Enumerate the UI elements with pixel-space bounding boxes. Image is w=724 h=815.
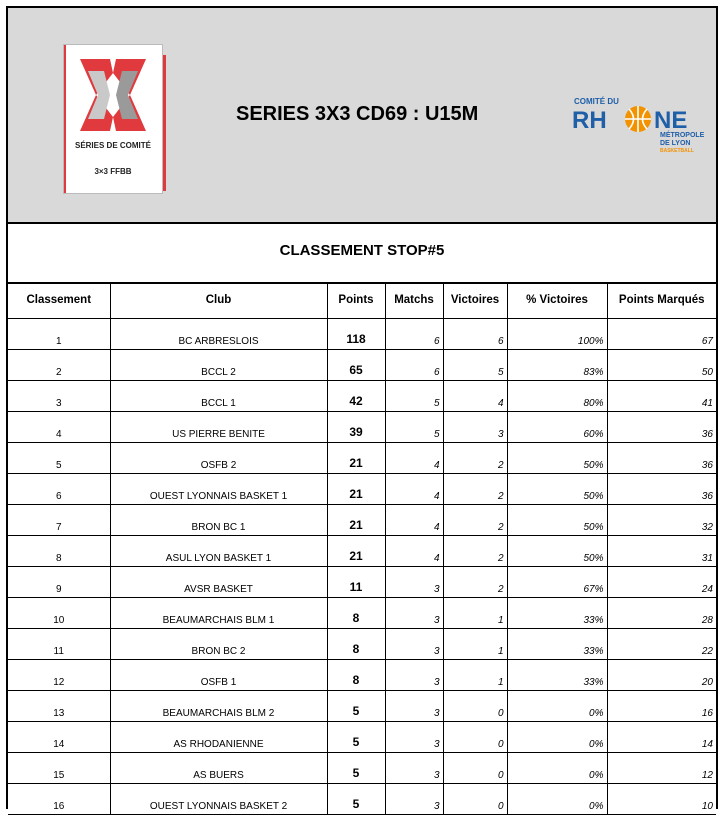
club-cell xyxy=(110,412,327,443)
logo-sub2: DE LYON xyxy=(660,140,691,147)
victoires-cell xyxy=(443,567,507,598)
col-points-marques: Points Marqués xyxy=(607,282,716,319)
club-cell-text: BRON BC 2 xyxy=(191,646,246,657)
points-cell-text: 21 xyxy=(349,518,363,532)
rank-cell xyxy=(8,474,110,505)
matchs-cell-text: 3 xyxy=(433,677,440,688)
pct-victoires-cell-text: 83% xyxy=(583,367,604,378)
victoires-cell xyxy=(443,381,507,412)
table-row xyxy=(8,567,716,598)
points-marques-cell-text: 36 xyxy=(701,429,713,440)
matchs-cell xyxy=(385,691,443,722)
victoires-cell-text: 2 xyxy=(497,491,504,502)
pct-victoires-cell-text: 60% xyxy=(583,429,604,440)
points-marques-cell xyxy=(607,753,716,784)
club-cell xyxy=(110,350,327,381)
series-logo-line1: SÉRIES DE COMITÉ xyxy=(74,141,151,150)
standings-sheet xyxy=(6,6,718,812)
matchs-cell xyxy=(385,536,443,567)
club-cell xyxy=(110,319,327,350)
logo-main-left: RH xyxy=(572,107,607,134)
victoires-cell-text: 1 xyxy=(497,615,504,626)
table-row xyxy=(8,319,716,350)
pct-victoires-cell-text: 33% xyxy=(583,615,604,626)
club-cell-text: AS BUERS xyxy=(193,770,244,781)
pct-victoires-cell-text: 67% xyxy=(583,584,604,595)
points-marques-cell xyxy=(607,319,716,350)
victoires-cell-text: 1 xyxy=(497,646,504,657)
table-row xyxy=(8,753,716,784)
pct-victoires-cell-text: 0% xyxy=(589,739,604,750)
victoires-cell xyxy=(443,350,507,381)
pct-victoires-cell xyxy=(507,691,607,722)
victoires-cell-text: 2 xyxy=(497,460,504,471)
pct-victoires-cell xyxy=(507,598,607,629)
table-header-row xyxy=(8,282,716,319)
rank-cell xyxy=(8,691,110,722)
matchs-cell-text: 4 xyxy=(433,460,440,471)
matchs-cell xyxy=(385,474,443,505)
club-cell-text: ASUL LYON BASKET 1 xyxy=(165,553,272,564)
matchs-cell-text: 4 xyxy=(433,522,440,533)
victoires-cell-text: 0 xyxy=(497,708,504,719)
club-cell-text: BCCL 2 xyxy=(201,367,236,378)
rank-cell xyxy=(8,629,110,660)
matchs-cell xyxy=(385,660,443,691)
matchs-cell xyxy=(385,443,443,474)
club-cell xyxy=(110,784,327,815)
matchs-cell xyxy=(385,381,443,412)
victoires-cell xyxy=(443,536,507,567)
pct-victoires-cell-text: 100% xyxy=(577,336,604,347)
points-marques-cell-text: 50 xyxy=(701,367,713,378)
table-row xyxy=(8,505,716,536)
matchs-cell xyxy=(385,319,443,350)
matchs-cell xyxy=(385,350,443,381)
points-cell xyxy=(327,536,385,567)
points-marques-cell-text: 12 xyxy=(701,770,713,781)
points-cell xyxy=(327,753,385,784)
points-cell-text: 8 xyxy=(352,673,360,687)
pct-victoires-cell-text: 0% xyxy=(589,801,604,812)
club-cell-text: BEAUMARCHAIS BLM 1 xyxy=(162,615,275,626)
rank-cell xyxy=(8,381,110,412)
pct-victoires-cell xyxy=(507,319,607,350)
points-marques-cell-text: 41 xyxy=(701,398,713,409)
points-cell-text: 21 xyxy=(349,487,363,501)
page-title: SERIES 3X3 CD69 : U15M xyxy=(236,103,479,125)
3x3-logo-icon xyxy=(74,53,152,137)
rank-cell-text: 10 xyxy=(53,615,65,626)
standings-table xyxy=(8,282,716,815)
rank-cell-text: 6 xyxy=(55,491,62,502)
club-cell-text: US PIERRE BENITE xyxy=(172,429,265,440)
rank-cell-text: 16 xyxy=(53,801,65,812)
col-points: Points xyxy=(327,282,385,319)
points-marques-cell xyxy=(607,474,716,505)
table-row xyxy=(8,443,716,474)
victoires-cell xyxy=(443,505,507,536)
points-marques-cell-text: 28 xyxy=(701,615,713,626)
matchs-cell xyxy=(385,722,443,753)
rank-cell xyxy=(8,567,110,598)
points-cell-text: 5 xyxy=(352,797,360,811)
points-cell-text: 11 xyxy=(349,580,363,594)
comite-rhone-logo xyxy=(566,90,706,156)
points-cell-text: 5 xyxy=(352,704,360,718)
victoires-cell xyxy=(443,443,507,474)
table-row xyxy=(8,784,716,815)
matchs-cell-text: 3 xyxy=(433,646,440,657)
logo-edge xyxy=(163,55,166,191)
matchs-cell-text: 4 xyxy=(433,553,440,564)
col-classement: Classement xyxy=(8,282,110,319)
victoires-cell xyxy=(443,412,507,443)
rank-cell xyxy=(8,784,110,815)
pct-victoires-cell xyxy=(507,381,607,412)
points-cell-text: 8 xyxy=(352,642,360,656)
club-cell xyxy=(110,722,327,753)
points-marques-cell-text: 22 xyxy=(701,646,713,657)
points-marques-cell xyxy=(607,505,716,536)
victoires-cell-text: 0 xyxy=(497,739,504,750)
table-row xyxy=(8,691,716,722)
club-cell xyxy=(110,381,327,412)
table-row xyxy=(8,381,716,412)
matchs-cell-text: 3 xyxy=(433,739,440,750)
pct-victoires-cell-text: 33% xyxy=(583,677,604,688)
victoires-cell xyxy=(443,722,507,753)
matchs-cell-text: 4 xyxy=(433,491,440,502)
col-victoires: Victoires xyxy=(443,282,507,319)
col-club: Club xyxy=(110,282,327,319)
points-cell xyxy=(327,505,385,536)
table-row xyxy=(8,412,716,443)
points-marques-cell xyxy=(607,660,716,691)
table-row xyxy=(8,536,716,567)
points-cell-text: 5 xyxy=(352,735,360,749)
points-cell-text: 118 xyxy=(346,332,366,346)
rank-cell-text: 3 xyxy=(55,398,62,409)
points-cell xyxy=(327,691,385,722)
points-marques-cell xyxy=(607,381,716,412)
rank-cell-text: 11 xyxy=(53,646,64,657)
points-marques-cell-text: 36 xyxy=(701,460,713,471)
matchs-cell xyxy=(385,629,443,660)
points-cell-text: 39 xyxy=(349,425,363,439)
logo-main-right: NE xyxy=(654,107,688,134)
points-marques-cell-text: 16 xyxy=(701,708,713,719)
club-cell xyxy=(110,598,327,629)
club-cell xyxy=(110,474,327,505)
points-cell-text: 42 xyxy=(349,394,363,408)
victoires-cell xyxy=(443,784,507,815)
col-pct-victoires: % Victoires xyxy=(507,282,607,319)
points-marques-cell-text: 36 xyxy=(701,491,713,502)
rank-cell-text: 1 xyxy=(55,336,62,347)
victoires-cell xyxy=(443,753,507,784)
logo-sub3: BASKETBALL xyxy=(660,148,694,154)
victoires-cell-text: 2 xyxy=(497,553,504,564)
rank-cell-text: 8 xyxy=(55,553,62,564)
club-cell-text: AVSR BASKET xyxy=(184,584,253,595)
points-marques-cell xyxy=(607,567,716,598)
matchs-cell xyxy=(385,598,443,629)
victoires-cell xyxy=(443,319,507,350)
points-cell xyxy=(327,660,385,691)
points-marques-cell xyxy=(607,443,716,474)
victoires-cell-text: 2 xyxy=(497,522,504,533)
matchs-cell xyxy=(385,412,443,443)
matchs-cell-text: 5 xyxy=(433,429,440,440)
pct-victoires-cell xyxy=(507,443,607,474)
points-marques-cell xyxy=(607,598,716,629)
club-cell xyxy=(110,567,327,598)
matchs-cell xyxy=(385,567,443,598)
points-cell xyxy=(327,567,385,598)
matchs-cell-text: 3 xyxy=(433,801,440,812)
points-marques-cell-text: 67 xyxy=(701,336,713,347)
victoires-cell xyxy=(443,660,507,691)
points-cell xyxy=(327,350,385,381)
pct-victoires-cell xyxy=(507,505,607,536)
points-marques-cell-text: 32 xyxy=(701,522,713,533)
victoires-cell-text: 6 xyxy=(497,336,504,347)
pct-victoires-cell-text: 0% xyxy=(589,770,604,781)
pct-victoires-cell xyxy=(507,660,607,691)
club-cell-text: AS RHODANIENNE xyxy=(173,739,264,750)
table-row xyxy=(8,474,716,505)
matchs-cell xyxy=(385,505,443,536)
pct-victoires-cell xyxy=(507,784,607,815)
rank-cell xyxy=(8,350,110,381)
victoires-cell-text: 5 xyxy=(497,367,504,378)
victoires-cell xyxy=(443,474,507,505)
victoires-cell-text: 0 xyxy=(497,801,504,812)
points-marques-cell xyxy=(607,412,716,443)
points-marques-cell xyxy=(607,722,716,753)
points-cell-text: 65 xyxy=(349,363,363,377)
club-cell xyxy=(110,536,327,567)
matchs-cell-text: 3 xyxy=(433,770,440,781)
club-cell-text: BC ARBRESLOIS xyxy=(178,336,259,347)
rank-cell-text: 5 xyxy=(55,460,62,471)
rank-cell-text: 13 xyxy=(53,708,65,719)
pct-victoires-cell-text: 50% xyxy=(583,553,604,564)
victoires-cell-text: 1 xyxy=(497,677,504,688)
club-cell-text: OSFB 2 xyxy=(200,460,237,471)
points-cell-text: 21 xyxy=(349,456,363,470)
logo-sub1: MÉTROPOLE xyxy=(660,132,705,139)
matchs-cell-text: 3 xyxy=(433,584,440,595)
pct-victoires-cell-text: 50% xyxy=(583,460,604,471)
matchs-cell-text: 3 xyxy=(433,615,440,626)
rank-cell-text: 2 xyxy=(55,367,62,378)
standings-title: CLASSEMENT STOP#5 xyxy=(279,242,445,259)
pct-victoires-cell-text: 80% xyxy=(583,398,604,409)
series-logo xyxy=(63,44,163,194)
table-row xyxy=(8,629,716,660)
club-cell-text: OSFB 1 xyxy=(200,677,237,688)
rank-cell xyxy=(8,505,110,536)
pct-victoires-cell xyxy=(507,536,607,567)
pct-victoires-cell xyxy=(507,474,607,505)
rank-cell xyxy=(8,722,110,753)
header xyxy=(8,8,716,224)
victoires-cell-text: 3 xyxy=(497,429,504,440)
points-marques-cell-text: 31 xyxy=(701,553,713,564)
rank-cell-text: 12 xyxy=(53,677,65,688)
points-marques-cell-text: 24 xyxy=(701,584,713,595)
matchs-cell-text: 6 xyxy=(433,336,440,347)
victoires-cell-text: 2 xyxy=(497,584,504,595)
rank-cell xyxy=(8,598,110,629)
points-cell xyxy=(327,722,385,753)
points-cell xyxy=(327,319,385,350)
club-cell-text: BCCL 1 xyxy=(201,398,236,409)
matchs-cell-text: 6 xyxy=(433,367,440,378)
pct-victoires-cell xyxy=(507,722,607,753)
victoires-cell xyxy=(443,629,507,660)
points-cell xyxy=(327,443,385,474)
club-cell xyxy=(110,629,327,660)
points-cell xyxy=(327,629,385,660)
rank-cell xyxy=(8,319,110,350)
pct-victoires-cell xyxy=(507,567,607,598)
series-logo-line2: 3×3 FFBB xyxy=(94,167,132,176)
points-marques-cell xyxy=(607,784,716,815)
victoires-cell-text: 4 xyxy=(497,398,504,409)
pct-victoires-cell xyxy=(507,412,607,443)
pct-victoires-cell xyxy=(507,629,607,660)
rank-cell xyxy=(8,753,110,784)
points-marques-cell xyxy=(607,350,716,381)
points-cell xyxy=(327,784,385,815)
points-marques-cell-text: 10 xyxy=(701,801,713,812)
rank-cell-text: 7 xyxy=(55,522,62,533)
matchs-cell xyxy=(385,753,443,784)
club-cell xyxy=(110,505,327,536)
matchs-cell xyxy=(385,784,443,815)
points-marques-cell xyxy=(607,536,716,567)
table-row xyxy=(8,350,716,381)
subtitle-row xyxy=(8,224,716,284)
rank-cell-text: 14 xyxy=(53,739,65,750)
victoires-cell xyxy=(443,691,507,722)
points-cell-text: 5 xyxy=(352,766,360,780)
points-cell xyxy=(327,598,385,629)
points-marques-cell xyxy=(607,629,716,660)
matchs-cell-text: 3 xyxy=(433,708,440,719)
club-cell xyxy=(110,691,327,722)
pct-victoires-cell-text: 50% xyxy=(583,491,604,502)
victoires-cell xyxy=(443,598,507,629)
points-cell xyxy=(327,412,385,443)
club-cell-text: OUEST LYONNAIS BASKET 2 xyxy=(149,801,288,812)
club-cell xyxy=(110,443,327,474)
rank-cell-text: 15 xyxy=(53,770,65,781)
club-cell xyxy=(110,753,327,784)
points-cell-text: 21 xyxy=(349,549,363,563)
rank-cell xyxy=(8,536,110,567)
rank-cell xyxy=(8,412,110,443)
rank-cell-text: 9 xyxy=(55,584,62,595)
rank-cell-text: 4 xyxy=(55,429,62,440)
points-cell-text: 8 xyxy=(352,611,360,625)
points-marques-cell xyxy=(607,691,716,722)
col-matchs: Matchs xyxy=(385,282,443,319)
pct-victoires-cell xyxy=(507,350,607,381)
pct-victoires-cell-text: 33% xyxy=(583,646,604,657)
table-row xyxy=(8,660,716,691)
table-row xyxy=(8,598,716,629)
pct-victoires-cell xyxy=(507,753,607,784)
points-cell xyxy=(327,474,385,505)
club-cell-text: BEAUMARCHAIS BLM 2 xyxy=(162,708,275,719)
logo-small-text: COMITÉ DU xyxy=(574,97,619,106)
victoires-cell-text: 0 xyxy=(497,770,504,781)
club-cell-text: BRON BC 1 xyxy=(191,522,246,533)
points-marques-cell-text: 20 xyxy=(701,677,713,688)
points-cell xyxy=(327,381,385,412)
rank-cell xyxy=(8,443,110,474)
rank-cell xyxy=(8,660,110,691)
pct-victoires-cell-text: 50% xyxy=(583,522,604,533)
matchs-cell-text: 5 xyxy=(433,398,440,409)
pct-victoires-cell-text: 0% xyxy=(589,708,604,719)
table-row xyxy=(8,722,716,753)
club-cell-text: OUEST LYONNAIS BASKET 1 xyxy=(149,491,288,502)
points-marques-cell-text: 14 xyxy=(701,739,713,750)
club-cell xyxy=(110,660,327,691)
